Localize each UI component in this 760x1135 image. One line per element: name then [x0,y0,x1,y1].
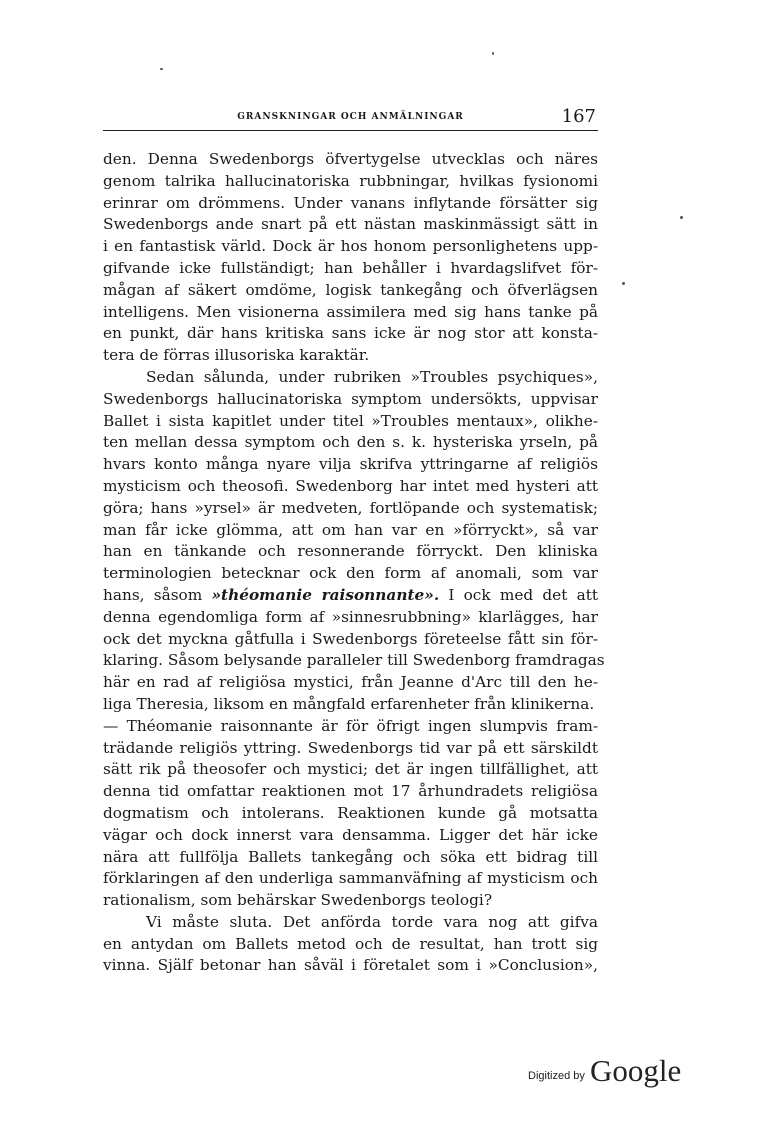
text-line: klaring. Såsom belysande paralleler till Swedenborg framdragas [103,651,605,670]
text-line-emphasis [103,585,598,607]
text-line: nära att fullfölja Ballets tankegång och söka ett bidrag till [103,847,598,866]
text-fragment: hans, såsom [103,585,203,604]
text-line: man får icke glömma, att om han var en »förryckt», så var [103,520,598,539]
text-line: Ballet i sista kapitlet under titel »Troubles mentaux», olikhe- [103,411,598,430]
text-line: mysticism och theosofi. Swedenborg har intet med hysteri att [103,476,598,495]
emphasized-term: »théomanie raisonnante». [211,585,440,604]
page-number: 167 [561,106,596,127]
text-line: en antydan om Ballets metod och de resultat, han trott sig [103,934,598,953]
text-line: tera de förras illusoriska karaktär. [103,346,370,365]
text-line: vinna. Själf betonar han såväl i företalet som i »Conclusion», [103,956,598,975]
text-line: hvars konto många nyare vilja skrifva yttringarne af religiös [103,455,598,474]
google-logo: Google [590,1053,682,1088]
text-line: trädande religiös yttring. Swedenborgs tid var på ett särskildt [103,738,598,757]
text-fragment: I ock med det att [448,585,598,604]
text-line: han en tänkande och resonnerande förryckt. Den kliniska [103,542,598,561]
body-text [103,149,605,977]
text-line: liga Theresia, liksom en mångfald erfarenheter från klinikerna. [103,694,595,713]
text-line: Swedenborgs ande snart på ett nästan maskinmässigt sätt in [103,215,598,234]
text-line: denna tid omfattar reaktionen mot 17 århundradets religiösa [103,782,598,801]
text-line: dogmatism och intolerans. Reaktionen kunde gå motsatta [103,803,598,822]
page-header [103,104,598,131]
digitized-label: Digitized by [528,1070,585,1082]
text-line: gifvande icke fullständigt; han behåller i hvardagslifvet för- [103,258,598,277]
text-line: här en rad af religiösa mystici, från Jeanne d'Arc till den he- [103,673,598,692]
running-title: GRANSKNINGAR OCH ANMÄLNINGAR [237,112,464,122]
text-line: göra; hans »yrsel» är medveten, fortlöpande och systematisk; [103,498,598,517]
text-line: i en fantastisk värld. Dock är hos honom personlighetens upp- [103,237,598,256]
scan-speck [680,216,683,219]
text-line: Sedan sålunda, under rubriken »Troubles psychiques», [146,367,598,386]
text-line: vägar och dock innerst vara densamma. Ligger det här icke [103,825,598,844]
text-line: en punkt, där hans kritiska sans icke är nog stor att konsta- [103,324,598,343]
text-line: terminologien betecknar ock den form af anomali, som var [103,564,598,583]
scan-speck [160,68,163,70]
scan-speck [492,52,494,55]
text-line: förklaringen af den underliga sammanväfning af mysticism och [103,869,598,888]
text-line: ock det myckna gåtfulla i Swedenborgs företeelse fått sin för- [103,629,598,648]
scan-speck [622,282,625,285]
text-line: ten mellan dessa symptom och den s. k. hysteriska yrseln, på [103,433,598,452]
text-line: rationalism, som behärskar Swedenborgs teologi? [103,891,493,910]
text-line: genom talrika hallucinatoriska rubbningar, hvilkas fysionomi [103,171,598,190]
digitized-by-google-watermark [528,1053,688,1093]
text-line: Vi måste sluta. Det anförda torde vara nog att gifva [146,912,598,931]
text-line: Swedenborgs hallucinatoriska symptom undersökts, uppvisar [103,389,598,408]
text-line: denna egendomliga form af »sinnesrubbning» klarlägges, har [103,607,598,626]
text-line: intelligens. Men visionerna assimilera med sig hans tanke på [103,302,598,321]
text-line: den. Denna Swedenborgs öfvertygelse utvecklas och näres [103,150,598,168]
text-line: — Théomanie raisonnante är för öfrigt ingen slumpvis fram- [103,716,598,735]
text-line: mågan af säkert omdöme, logisk tankegång och öfverlägsen [103,280,598,299]
text-line: sätt rik på theosofer och mystici; det är ingen tillfällighet, att [103,760,598,779]
text-line: erinrar om drömmens. Under vanans inflytande försätter sig [103,193,598,212]
